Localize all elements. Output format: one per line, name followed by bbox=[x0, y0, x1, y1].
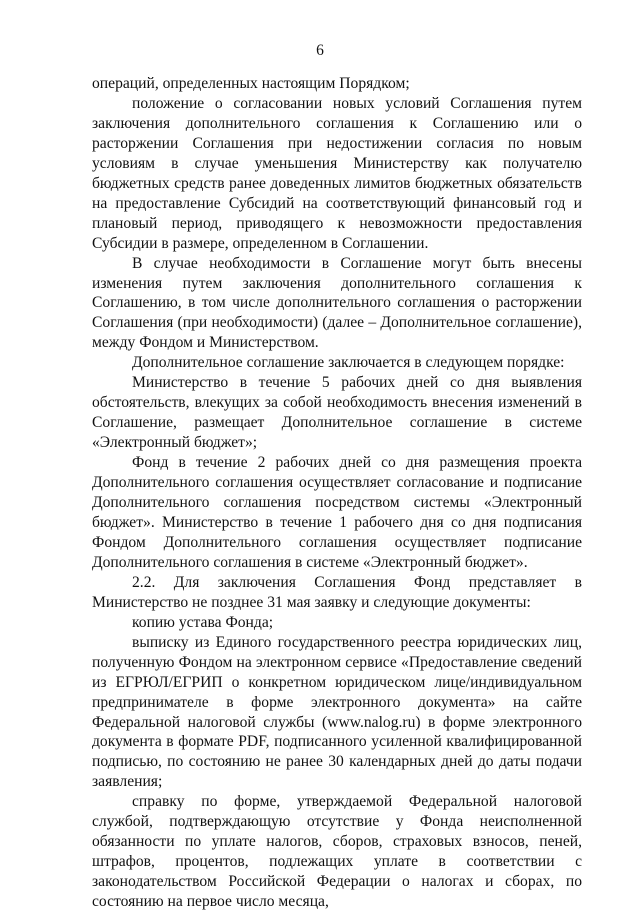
paragraph-continuation: операций, определенных настоящим Порядком; bbox=[92, 75, 410, 92]
page-number: 6 bbox=[316, 42, 324, 59]
paragraph-ministry-placement: Министерство в течение 5 рабочих дней со дня выявления обстоятельств, влекущих за собой необходимость внесения изменений в Соглашение, размещает Дополнительное соглашение в системе «Электронный бюджет»; bbox=[92, 374, 582, 452]
paragraph-section-2-2: 2.2. Для заключения Соглашения Фонд представляет в Министерство не позднее 31 мая заявку и следующие документы: bbox=[92, 573, 582, 611]
paragraph-charter-copy: копию устава Фонда; bbox=[132, 613, 274, 631]
paragraph-tax-certificate: справку по форме, утверждаемой Федеральной налоговой службой, подтверждающую отсутствие у Фонда неисполненной обязанности по уплате налогов, сборов, страховых взносов, пеней, штрафов, процентов, подлежащих уплате в соответствии с законодательством Российской Федерации о налогах и сборах, по состоянию на первое число месяца, bbox=[92, 793, 582, 911]
paragraph-registry-extract: выписку из Единого государственного реестра юридических лиц, полученную Фондом на электронном сервисе «Предоставление сведений из ЕГРЮЛ/ЕГРИП о конкретном юридическом лице/индивидуальном предпринимателе в форме электронного документа» на сайте Федеральной налоговой службы (www.nalog.ru) в форме электронного документа в формате PDF, подписанного усиленной квалифицированной подписью, по состоянию не ранее 30 календарных дней до даты подачи заявления; bbox=[92, 633, 582, 791]
paragraph-fund-signing: Фонд в течение 2 рабочих дней со дня размещения проекта Дополнительного соглашения осуществляет согласование и подписание Дополнительного соглашения посредством системы «Электронный бюджет». Министерство в течение 1 рабочего дня со дня подписания Фондом Дополнительного соглашения осуществляет подписание Дополнительного соглашения в системе «Электронный бюджет». bbox=[92, 454, 582, 571]
paragraph-additional-agreement-procedure: Дополнительное соглашение заключается в следующем порядке: bbox=[132, 354, 565, 372]
paragraph-changes-to-agreement: В случае необходимости в Соглашение могут быть внесены изменения путем заключения дополнительного соглашения к Соглашению, в том числе дополнительного соглашения о расторжении Соглашения (при необходимости) (далее – Дополнительное соглашение), между Фондом и Министерством. bbox=[92, 254, 582, 352]
paragraph-agreement-amendment-clause: положение о согласовании новых условий Соглашения путем заключения дополнительного соглашения к Соглашению или о расторжении Соглашения при недостижении согласия по новым условиям в случае уменьшения Министерству как получателю бюджетных средств ранее доведенных лимитов бюджетных обязательств на предоставление Субсидий на соответствующий финансовый год и плановый период, приводящего к невозможности предоставления Субсидии в размере, определенном в Соглашении. bbox=[92, 94, 582, 252]
document-body bbox=[92, 74, 582, 912]
